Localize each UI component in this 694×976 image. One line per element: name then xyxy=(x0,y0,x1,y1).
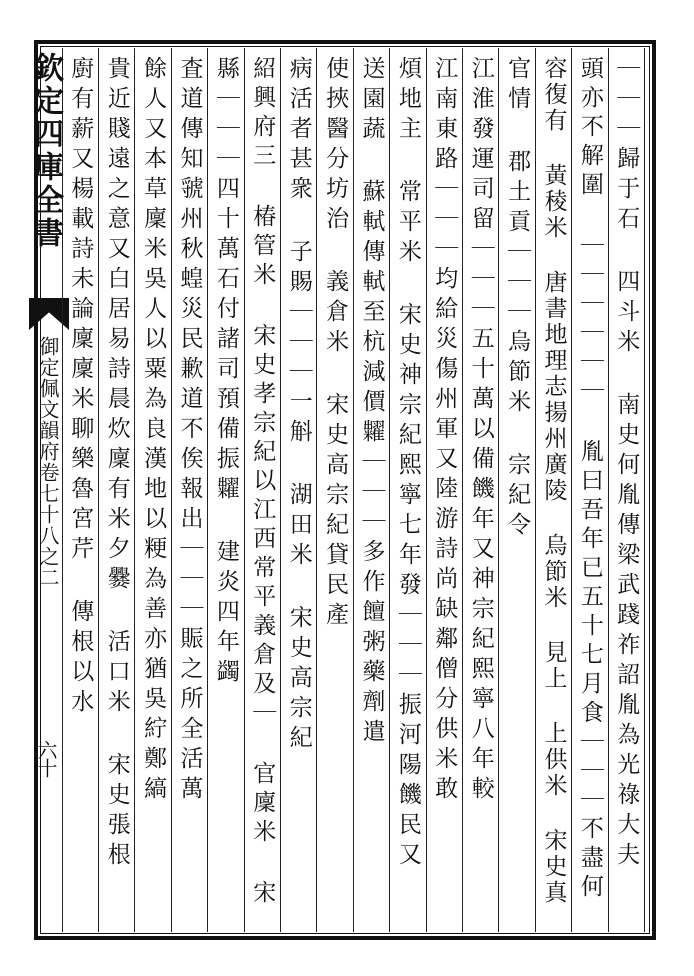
text-column xyxy=(98,56,134,928)
column-text: 紹興府三 椿管米 宋史孝宗紀以江西常平義倉及｜ 官廩米 宋 xyxy=(249,56,276,909)
column-rule xyxy=(644,48,645,932)
book-title: 欽定四庫全書 xyxy=(28,52,63,250)
column-text: 送園蔬 蘇軾傳軾至杭減價糶｜｜｜多作饘粥藥劑遣 xyxy=(358,56,385,749)
text-column xyxy=(353,56,389,928)
text-column xyxy=(498,56,534,928)
text-column xyxy=(462,56,498,928)
text-column xyxy=(171,56,207,928)
text-column xyxy=(389,56,425,928)
text-column xyxy=(280,56,316,928)
page-number: 六十 xyxy=(34,740,58,776)
text-column xyxy=(244,56,280,928)
column-text: 頭亦不解圍 ｜｜｜｜｜｜ 胤曰吾年已五十七月食｜｜｜不盡何 xyxy=(576,56,603,903)
column-text: 江淮發運司留｜｜｜五十萬以備饑年又神宗紀熙寧八年較 xyxy=(467,56,494,806)
column-text: ｜｜｜歸于石 四斗米 南史何胤傳梁武踐祚詔胤為光祿大夫 xyxy=(613,56,640,872)
text-column xyxy=(316,56,352,928)
column-text: 病活者甚衆 子賜｜｜｜一斛 湖田米 宋史高宗紀 xyxy=(285,56,312,755)
column-text: 縣｜｜｜四十萬石付諸司預備振糶 建炎四年蠲 xyxy=(212,56,239,689)
column-text: 餘人又本草廩米吳人以粟為良漢地以粳為善亦猶吳紵鄭縞 xyxy=(140,56,167,806)
column-text: 使挾醫分坊治 義倉米 宋史高宗紀貸民產 xyxy=(322,56,349,632)
column-text: 査道傳知虢州秋蝗災民歉道不俟報出｜｜｜賑之所全活萬 xyxy=(176,56,203,806)
text-column xyxy=(62,56,98,928)
column-text: 貴近賤遠之意又白居易詩晨炊廩有米夕爨 活口米 宋史張根 xyxy=(103,56,130,872)
text-column xyxy=(571,56,607,928)
text-column xyxy=(608,56,644,928)
text-column xyxy=(535,56,571,928)
column-text: 江南東路｜｜｜均給災傷州軍又陸游詩尚缺鄰僧分供米敢 xyxy=(431,56,458,806)
column-text: 官情 郡土貢｜｜｜烏節米 宗紀令 xyxy=(504,56,531,542)
text-column xyxy=(134,56,170,928)
column-text: 廚有薪又楊載詩未論廩廩米聊樂魯宮芹 傳根以水 xyxy=(67,56,94,719)
text-column xyxy=(426,56,462,928)
column-text: 煩地主 常平米 宋史神宗紀熙寧七年發｜｜｜振河陽饑民又 xyxy=(394,56,421,872)
text-column xyxy=(207,56,243,928)
volume-label: 御定佩文韻府卷七十八之二 xyxy=(36,336,60,588)
column-text: 容復有 黃稜米 唐書地理志揚州廣陵 烏節米 見上 上供米 宋史真 xyxy=(540,56,567,906)
